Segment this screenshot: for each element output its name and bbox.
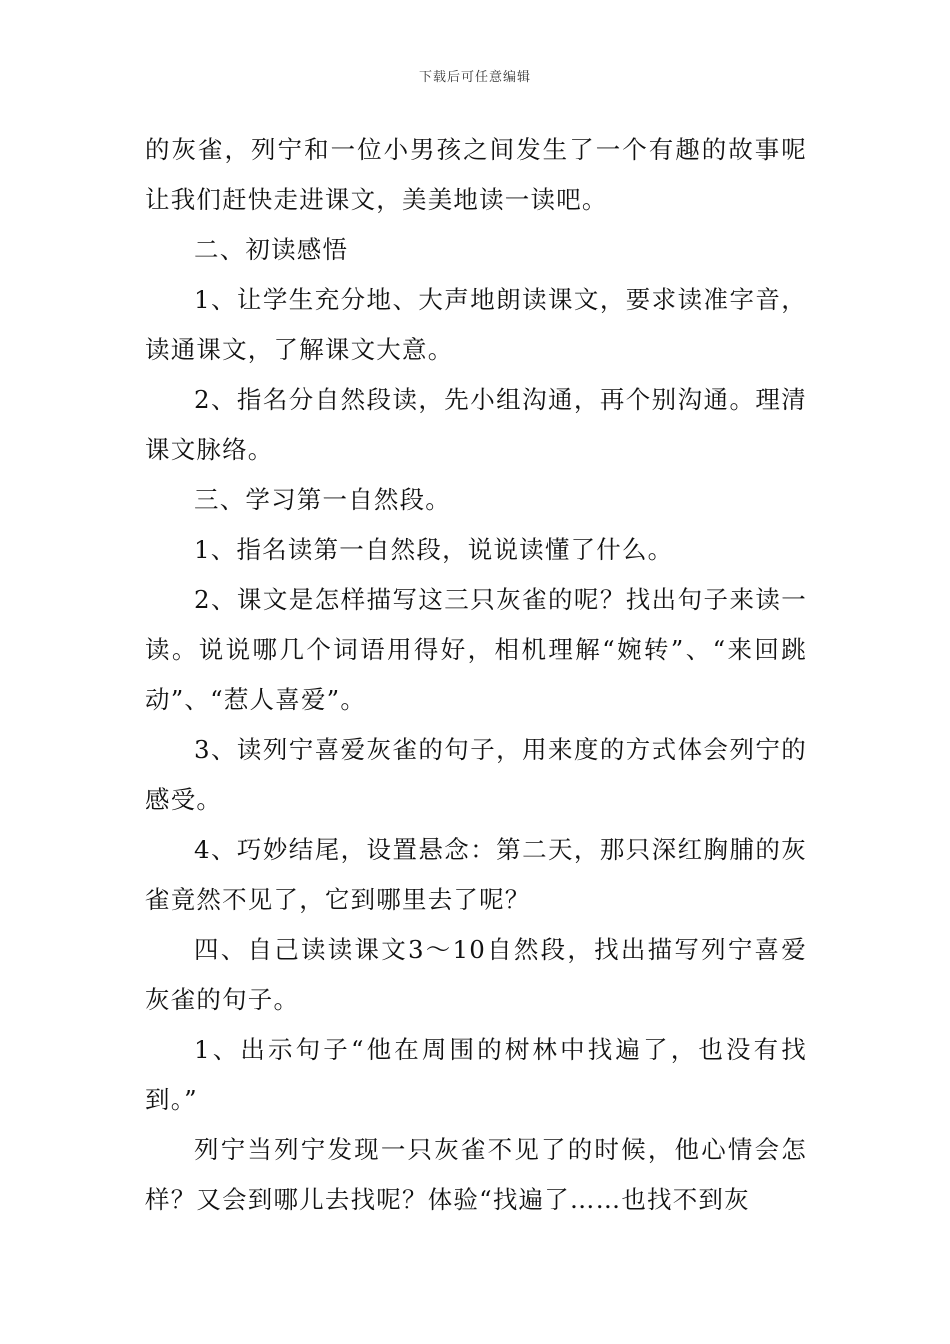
paragraph: 1、让学生充分地、大声地朗读课文，要求读准字音，读通课文，了解课文大意。	[145, 285, 807, 364]
section-heading: 二、初读感悟	[194, 235, 349, 264]
page-header: 下载后可任意编辑	[418, 70, 531, 85]
paragraph: 4、巧妙结尾，设置悬念：第二天，那只深红胸脯的灰雀竟然不见了，它到哪里去了呢？	[145, 835, 807, 914]
section-heading: 四、自己读读课文3～10自然段，找出描写列宁喜爱灰雀的句子。	[145, 935, 807, 1014]
paragraph: 1、指名读第一自然段，说说读懂了什么。	[194, 535, 674, 564]
paragraph: 的灰雀，列宁和一位小男孩之间发生了一个有趣的故事呢让我们赶快走进课文，美美地读一读吧。	[145, 135, 807, 214]
section-heading: 三、学习第一自然段。	[194, 485, 451, 514]
paragraph: 2、课文是怎样描写这三只灰雀的呢？找出句子来读一读。说说哪几个词语用得好，相机理解“婉转”、“来回跳动”、“惹人喜爱”。	[145, 585, 807, 714]
paragraph: 2、指名分自然段读，先小组沟通，再个别沟通。理清课文脉络。	[145, 385, 807, 464]
paragraph: 1、出示句子“他在周围的树林中找遍了，也没有找到。”	[145, 1035, 807, 1114]
paragraph: 3、读列宁喜爱灰雀的句子，用来度的方式体会列宁的感受。	[145, 735, 807, 814]
paragraph: 列宁当列宁发现一只灰雀不见了的时候，他心情会怎样？又会到哪儿去找呢？体验“找遍了……也找不到灰	[145, 1135, 807, 1214]
document-body	[145, 125, 807, 1225]
